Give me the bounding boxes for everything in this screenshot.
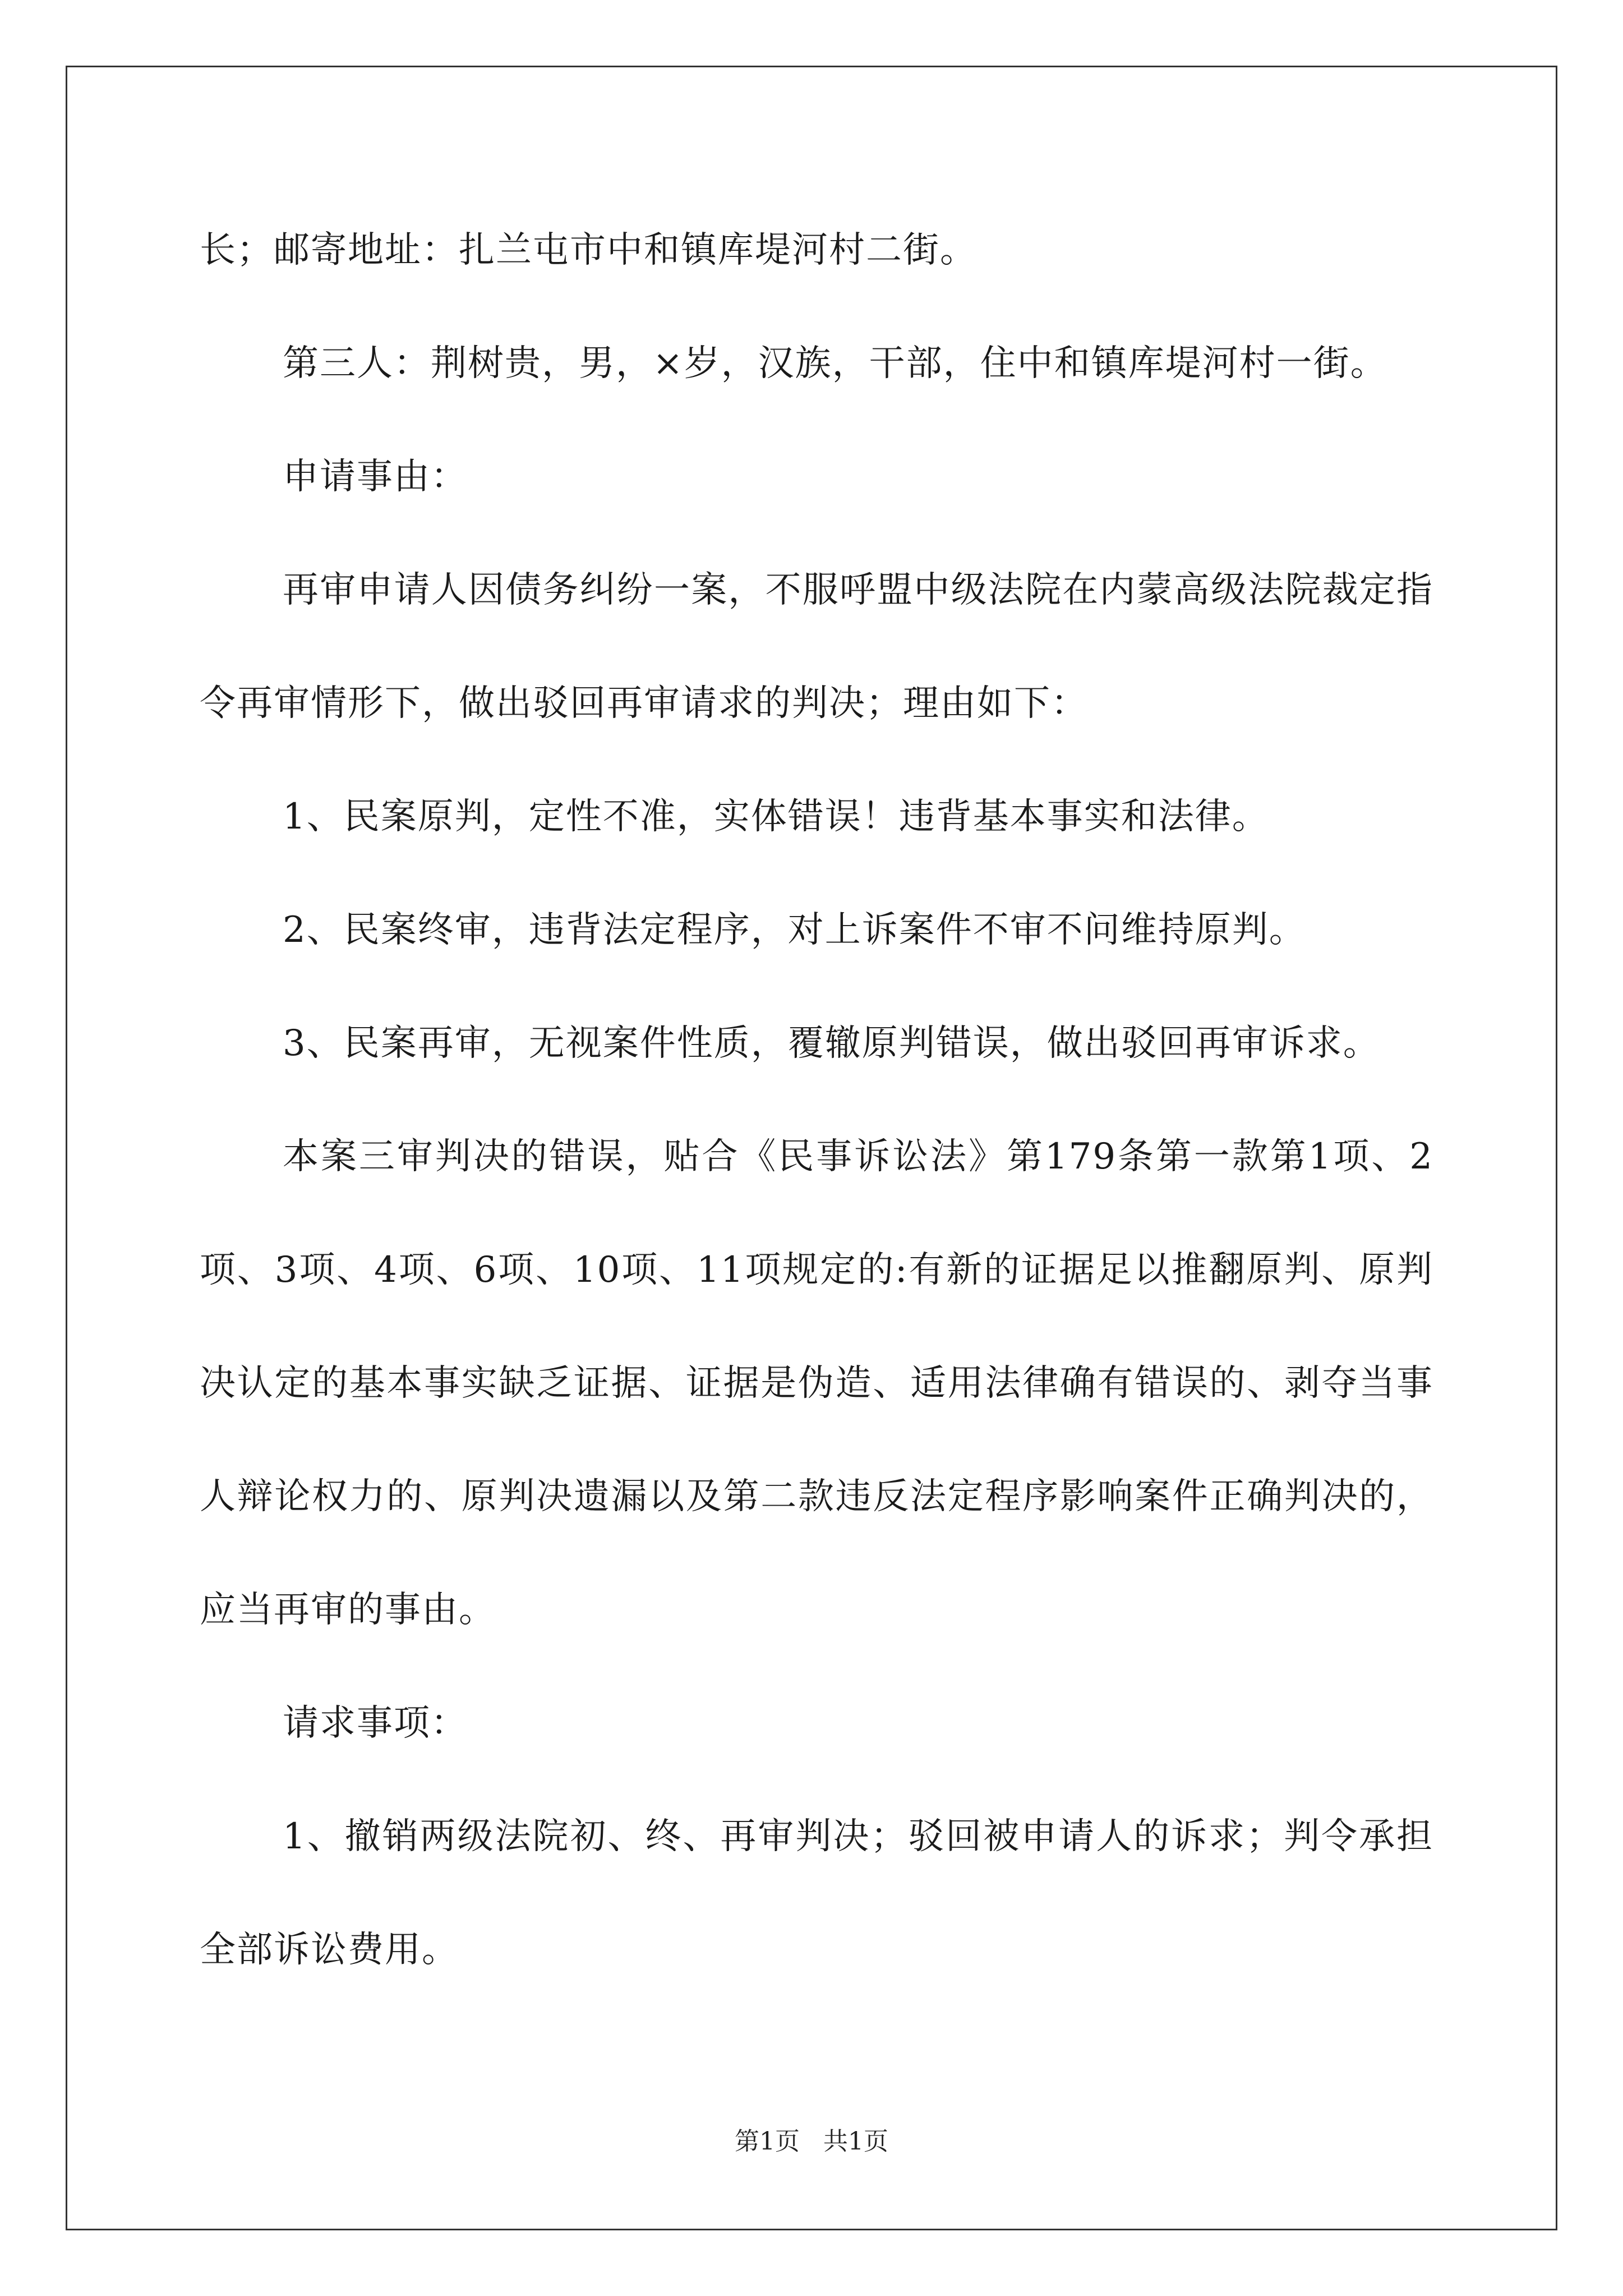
heading-application-reasons: 申请事由： [283, 456, 468, 498]
paragraph-reason-3: 3、民案再审，无视案件性质，覆辙原判错误，做出驳回再审诉求。 [283, 1023, 1380, 1064]
paragraph-reason-2: 2、民案终审，违背法定程序，对上诉案件不审不问维持原判。 [283, 909, 1306, 951]
heading-requests: 请求事项： [283, 1703, 468, 1744]
document-body [200, 194, 1433, 2007]
page-number-current: 第1页 [735, 2127, 800, 2156]
paragraph-request-1: 1、撤销两级法院初、终、再审判决；驳回被申请人的诉求；判令承担全部诉讼费用。 [200, 1816, 1433, 1971]
page-number-total: 共1页 [823, 2127, 888, 2156]
paragraph-case-summary: 再审申请人因债务纠纷一案，不服呼盟中级法院在内蒙高级法院裁定指令再审情形下，做出驳回再审请求的判决；理由如下： [200, 569, 1433, 724]
paragraph-address: 长；邮寄地址：扎兰屯市中和镇库堤河村二街。 [200, 229, 977, 271]
page-footer [0, 2125, 1623, 2159]
paragraph-legal-basis: 本案三审判决的错误，贴合《民事诉讼法》第179条第一款第1项、2项、3项、4项、6项、10项、11项规定的:有新的证据足以推翻原判、原判决认定的基本事实缺乏证据、证据是伪造、适用法律确有错误的、剥夺当事人辩论权力的、原判决遗漏以及第二款违反法定程序影响案件正确判决的，应当再审的事由。 [200, 1136, 1433, 1631]
paragraph-third-party: 第三人：荆树贵，男，×岁，汉族，干部，住中和镇库堤河村一街。 [283, 343, 1387, 384]
paragraph-reason-1: 1、民案原判，定性不准，实体错误！违背基本事实和法律。 [283, 796, 1269, 838]
